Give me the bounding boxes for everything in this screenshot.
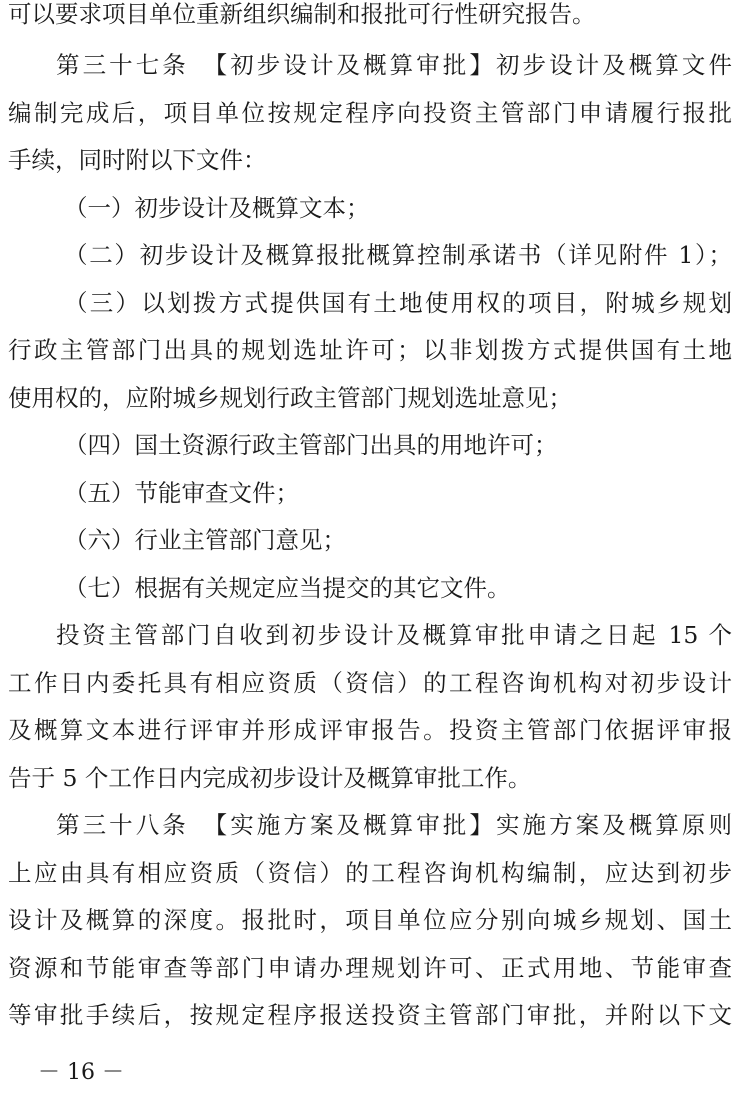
text-line-8: 行政主管部门出具的规划选址许可；以非划拨方式提供国有土地 — [8, 336, 732, 364]
article-38-heading-line: 第三十八条 【实施方案及概算审批】实施方案及概算原则 — [56, 811, 732, 839]
list-item-7: （七）根据有关规定应当提交的其它文件。 — [64, 574, 511, 602]
text-line-9: 使用权的，应附城乡规划行政主管部门规划选址意见； — [8, 384, 572, 412]
text-line-1: 可以要求项目单位重新组织编制和报批可行性研究报告。 — [8, 0, 596, 28]
text-line-22: 等审批手续后，按规定程序报送投资主管部门审批，并附以下文 — [8, 1001, 732, 1029]
text-line-20: 设计及概算的深度。报批时，项目单位应分别向城乡规划、国土 — [8, 906, 732, 934]
text-line-16: 及概算文本进行评审并形成评审报告。投资主管部门依据评审报 — [8, 716, 732, 744]
list-item-2: （二）初步设计及概算报批概算控制承诺书（详见附件 1）； — [64, 241, 732, 269]
text-line-19: 上应由具有相应资质（资信）的工程咨询机构编制，应达到初步 — [8, 859, 732, 887]
list-item-5: （五）节能审查文件； — [64, 479, 299, 507]
text-line-4: 手续，同时附以下文件： — [8, 146, 267, 174]
list-item-3: （三）以划拨方式提供国有土地使用权的项目，附城乡规划 — [64, 289, 732, 317]
text-line-21: 资源和节能审查等部门申请办理规划许可、正式用地、节能审查 — [8, 954, 732, 982]
list-item-6: （六）行业主管部门意见； — [64, 526, 346, 554]
text-line-14: 投资主管部门自收到初步设计及概算审批申请之日起 15 个 — [56, 621, 732, 649]
page-number: － 16 － — [38, 1060, 124, 1085]
article-37-heading-line: 第三十七条 【初步设计及概算审批】初步设计及概算文件 — [56, 51, 732, 79]
list-item-4: （四）国土资源行政主管部门出具的用地许可； — [64, 431, 558, 459]
text-line-15: 工作日内委托具有相应资质（资信）的工程咨询机构对初步设计 — [8, 669, 732, 697]
list-item-1: （一）初步设计及概算文本； — [64, 194, 370, 222]
text-line-17: 告于 5 个工作日内完成初步设计及概算审批工作。 — [8, 764, 532, 792]
text-line-3: 编制完成后，项目单位按规定程序向投资主管部门申请履行报批 — [8, 99, 732, 127]
